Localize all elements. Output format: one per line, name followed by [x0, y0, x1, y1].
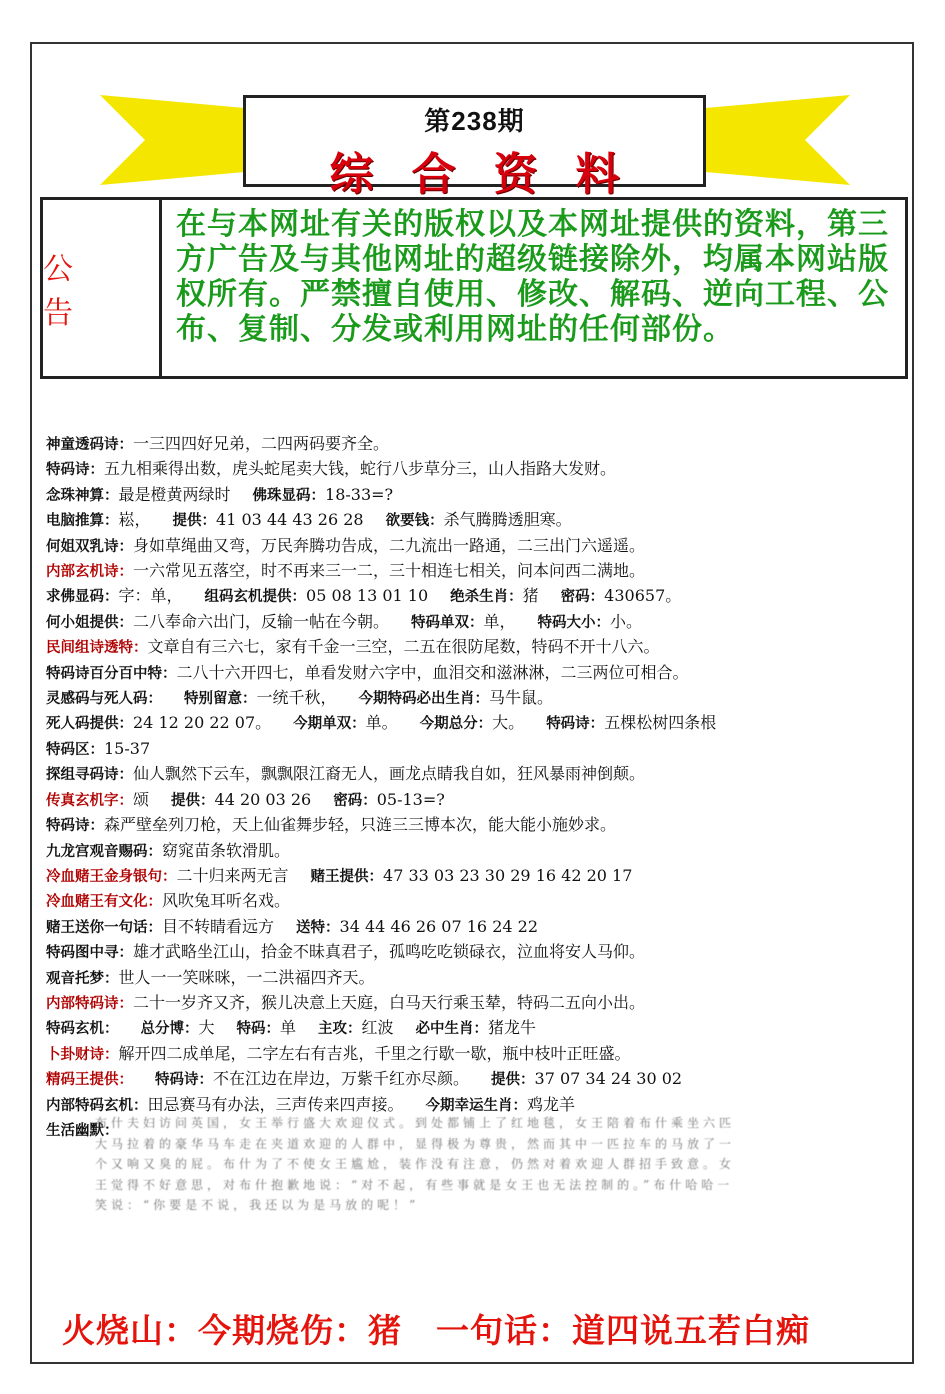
title-box: [243, 95, 706, 200]
line-key: 赌王提供：: [310, 868, 384, 885]
line-key: 特码诗：: [155, 1072, 213, 1089]
line-key: 民间组诗透特：: [46, 640, 148, 657]
info-line: [46, 559, 906, 584]
line-key: 赌王送你一句话：: [46, 919, 162, 936]
line-value: 18-33=?: [325, 484, 394, 504]
line-key: 特码玄机：: [46, 1021, 119, 1038]
line-key: 求佛显码：: [46, 589, 119, 606]
line-value: 小。: [610, 611, 643, 631]
info-line: [46, 584, 906, 609]
info-line: [46, 915, 906, 940]
humor-story-image: 布什夫妇访问英国，女王举行盛大欢迎仪式。到处都铺上了红地毯，女王陪着布什乘坐六匹大马拉着的豪华马车走在夹道欢迎的人群中，显得极为尊贵，然而其中一匹拉车的马放了一个又响又臭的屁。布什为了不使女王尴尬，装作没有注意，仍然对着欢迎人群招手致意。女王觉得不好意思，对布什抱歉地说：“对不起，有些事就是女王也无法控制的。”布什哈哈一笑说：“你要是不说，我还以为是马放的呢！”: [95, 1116, 736, 1212]
info-line: [46, 839, 906, 864]
line-key: 精码王提供：: [46, 1072, 133, 1089]
footer-line: [62, 1305, 810, 1352]
line-value: 05-13=?: [376, 789, 445, 809]
info-line: [46, 508, 906, 533]
line-value: 雄才武略坐江山，拾金不昧真君子，孤鸣吃吃锁碌衣，泣血将安人马仰。: [133, 942, 646, 962]
line-key: 神童透码诗：: [46, 437, 133, 453]
info-line: [46, 534, 906, 559]
info-line: [46, 1042, 906, 1067]
line-value: 不在江边在岸边，万紫千红亦尽颜。: [213, 1069, 470, 1089]
line-key: 今期幸运生肖：: [425, 1097, 528, 1114]
line-key: 特码大小：: [537, 614, 611, 631]
footer-left: 火烧山：今期烧伤：猪: [62, 1311, 402, 1350]
footer-right: 一句话：道四说五若白痴: [436, 1311, 810, 1350]
line-key: 特码诗：: [546, 716, 605, 733]
line-value: 森严壁垒列刀枪，天上仙雀舞步轻，只涟三三博本次，能大能小施妙求。: [104, 815, 617, 835]
line-value: 身如草绳曲又弯，万民奔腾功告成，二九流出一路通，二三出门六遥遥。: [133, 535, 646, 555]
line-value: 一六常见五落空，时不再来三一二，三十相连七相关，问本问西二满地。: [133, 561, 646, 581]
line-key: 特码：: [236, 1021, 281, 1038]
line-value: 文章自有三六七，家有千金一三空，二五在很防尾数，特码不开十八六。: [147, 637, 660, 657]
line-value: 15-37: [104, 738, 151, 758]
line-key: 密码：: [560, 589, 605, 606]
info-line: [46, 991, 906, 1016]
line-value: 一三四四好兄弟，二四两码要齐全。: [133, 434, 390, 453]
line-key: 内部玄机诗：: [46, 564, 133, 581]
line-value: 单。: [365, 713, 398, 733]
line-key: 传真玄机字：: [46, 792, 133, 809]
line-value: 窈窕苗条软滑肌。: [162, 840, 291, 860]
line-key: 内部特码诗：: [46, 995, 133, 1012]
line-key: 卜卦财诗：: [46, 1046, 119, 1063]
line-value: 字：单，: [118, 586, 183, 606]
line-key: 绝杀生肖：: [450, 589, 523, 606]
line-value: 仙人飘然下云车，飘飘限江裔无人，画龙点睛我自如，狂风暴雨神倒颠。: [133, 764, 646, 784]
content-lines: [46, 432, 906, 1143]
line-key: 死人码提供：: [46, 716, 133, 733]
line-key: 探组寻码诗：: [46, 767, 133, 784]
line-value: 五棵松树四条根: [604, 713, 717, 733]
info-line: [46, 610, 906, 635]
info-line: [46, 661, 906, 686]
info-line: [46, 432, 906, 457]
line-value: 最是橙黄两绿时: [118, 484, 231, 504]
line-key: 必中生肖：: [415, 1021, 489, 1038]
info-line: [46, 686, 906, 711]
line-key: 总分博：: [140, 1021, 199, 1038]
line-value: 34 44 46 26 07 16 24 22: [339, 916, 538, 936]
line-value: 一统千秋，: [256, 688, 337, 708]
info-line: [46, 788, 906, 813]
line-key: 观音托梦：: [46, 970, 119, 987]
line-value: 二十一岁齐又齐，猴儿决意上天庭，白马天行乘玉辇，特码二五向小出。: [133, 992, 646, 1012]
info-line: [46, 1067, 906, 1092]
line-value: 24 12 20 22 07。: [133, 713, 272, 733]
notice-box: [40, 197, 908, 379]
line-key: 特码单双：: [411, 614, 484, 631]
line-key: 提供：: [172, 513, 217, 530]
info-line: [46, 635, 906, 660]
line-value: 41 03 44 43 26 28: [216, 510, 364, 530]
info-line: [46, 813, 906, 838]
line-key: 灵感码与死人码：: [46, 691, 162, 708]
info-line: [46, 711, 906, 736]
line-value: 崧，: [118, 510, 151, 530]
info-line: [46, 737, 906, 762]
line-key: 何姐双乳诗：: [46, 538, 133, 555]
line-value: 37 07 34 24 30 02: [534, 1069, 683, 1089]
line-value: 二十归来两无言: [176, 865, 289, 885]
page-title: 综合资料: [329, 149, 658, 200]
info-line: [46, 864, 906, 889]
issue-number: 第238期: [424, 106, 525, 136]
info-line: [46, 1016, 906, 1041]
line-key: 何小姐提供：: [46, 614, 133, 631]
line-value: 田忌赛马有办法，三声传来四声接。: [147, 1094, 404, 1114]
line-key: 九龙宫观音赐码：: [46, 843, 162, 860]
line-value: 47 33 03 23 30 29 16 42 20 17: [383, 865, 633, 885]
info-line: [46, 457, 906, 482]
line-key: 今期特码必出生肖：: [358, 691, 490, 708]
info-line: [46, 762, 906, 787]
line-key: 内部特码玄机：: [46, 1097, 148, 1114]
line-value: 五九相乘得出数，虎头蛇尾卖大钱，蛇行八步草分三，山人指路大发财。: [104, 459, 617, 479]
line-value: 猪: [522, 586, 539, 606]
line-key: 念珠神算：: [46, 487, 119, 504]
line-value: 二八十六开四七，单看发财六字中，血泪交和滋淋淋，二三两位可相合。: [176, 662, 689, 682]
line-value: 解开四二成单尾，二字左右有吉兆，千里之行歇一歇，瓶中枝叶正旺盛。: [118, 1043, 631, 1063]
line-value: 世人一一笑咪咪，一二洪福四齐天。: [118, 967, 375, 987]
line-value: 单，: [483, 611, 516, 631]
line-key: 生活幽默：: [46, 1122, 119, 1139]
line-value: 马牛鼠。: [489, 688, 554, 708]
line-value: 鸡龙羊: [527, 1094, 576, 1114]
line-value: 大。: [492, 713, 525, 733]
info-line: [46, 940, 906, 965]
line-value: 二八奉命六出门，反输一帖在今朝。: [133, 611, 390, 631]
line-key: 密码：: [333, 792, 377, 809]
line-value: 杀气腾腾透胆寒。: [443, 510, 572, 530]
line-value: 目不转睛看远方: [162, 916, 275, 936]
line-key: 特码图中寻：: [46, 945, 133, 962]
line-value: 单: [280, 1018, 297, 1038]
line-key: 特码诗：: [46, 818, 104, 835]
info-line: [46, 966, 906, 991]
info-line: [46, 483, 906, 508]
line-value: 红波: [361, 1018, 394, 1038]
info-line: [46, 889, 906, 914]
line-key: 主攻：: [318, 1021, 362, 1038]
line-key: 特别留意：: [184, 691, 257, 708]
line-key: 佛珠显码：: [252, 487, 326, 504]
line-value: 风吹兔耳听名戏。: [162, 891, 291, 911]
line-value: 猪龙牛: [488, 1018, 537, 1038]
line-key: 今期总分：: [419, 716, 493, 733]
line-value: 大: [198, 1018, 215, 1038]
line-key: 提供：: [491, 1072, 535, 1089]
line-key: 电脑推算：: [46, 513, 119, 530]
line-key: 提供：: [171, 792, 215, 809]
line-value: 05 08 13 01 10: [306, 586, 429, 606]
line-key: 特码诗百分百中特：: [46, 665, 177, 682]
line-value: 44 20 03 26: [214, 789, 312, 809]
line-key: 欲要钱：: [385, 513, 444, 530]
line-key: 冷血赌王有文化：: [46, 894, 162, 911]
line-value: 颂: [133, 789, 150, 809]
line-key: 今期单双：: [293, 716, 366, 733]
line-key: 组码玄机提供：: [204, 589, 307, 606]
line-key: 特码区：: [46, 741, 104, 758]
line-key: 冷血赌王金身银句：: [46, 868, 177, 885]
line-value: 430657。: [604, 586, 682, 606]
line-key: 送特：: [296, 919, 340, 936]
line-key: 特码诗：: [46, 462, 104, 479]
notice-text: 在与本网址有关的版权以及本网址提供的资料，第三方广告及与其他网址的超级链接除外，均属本网站版权所有。严禁擅自使用、修改、解码、逆向工程、公布、复制、分发或利用网址的任何部份。: [176, 207, 889, 347]
notice-label: 公 告: [43, 200, 162, 376]
